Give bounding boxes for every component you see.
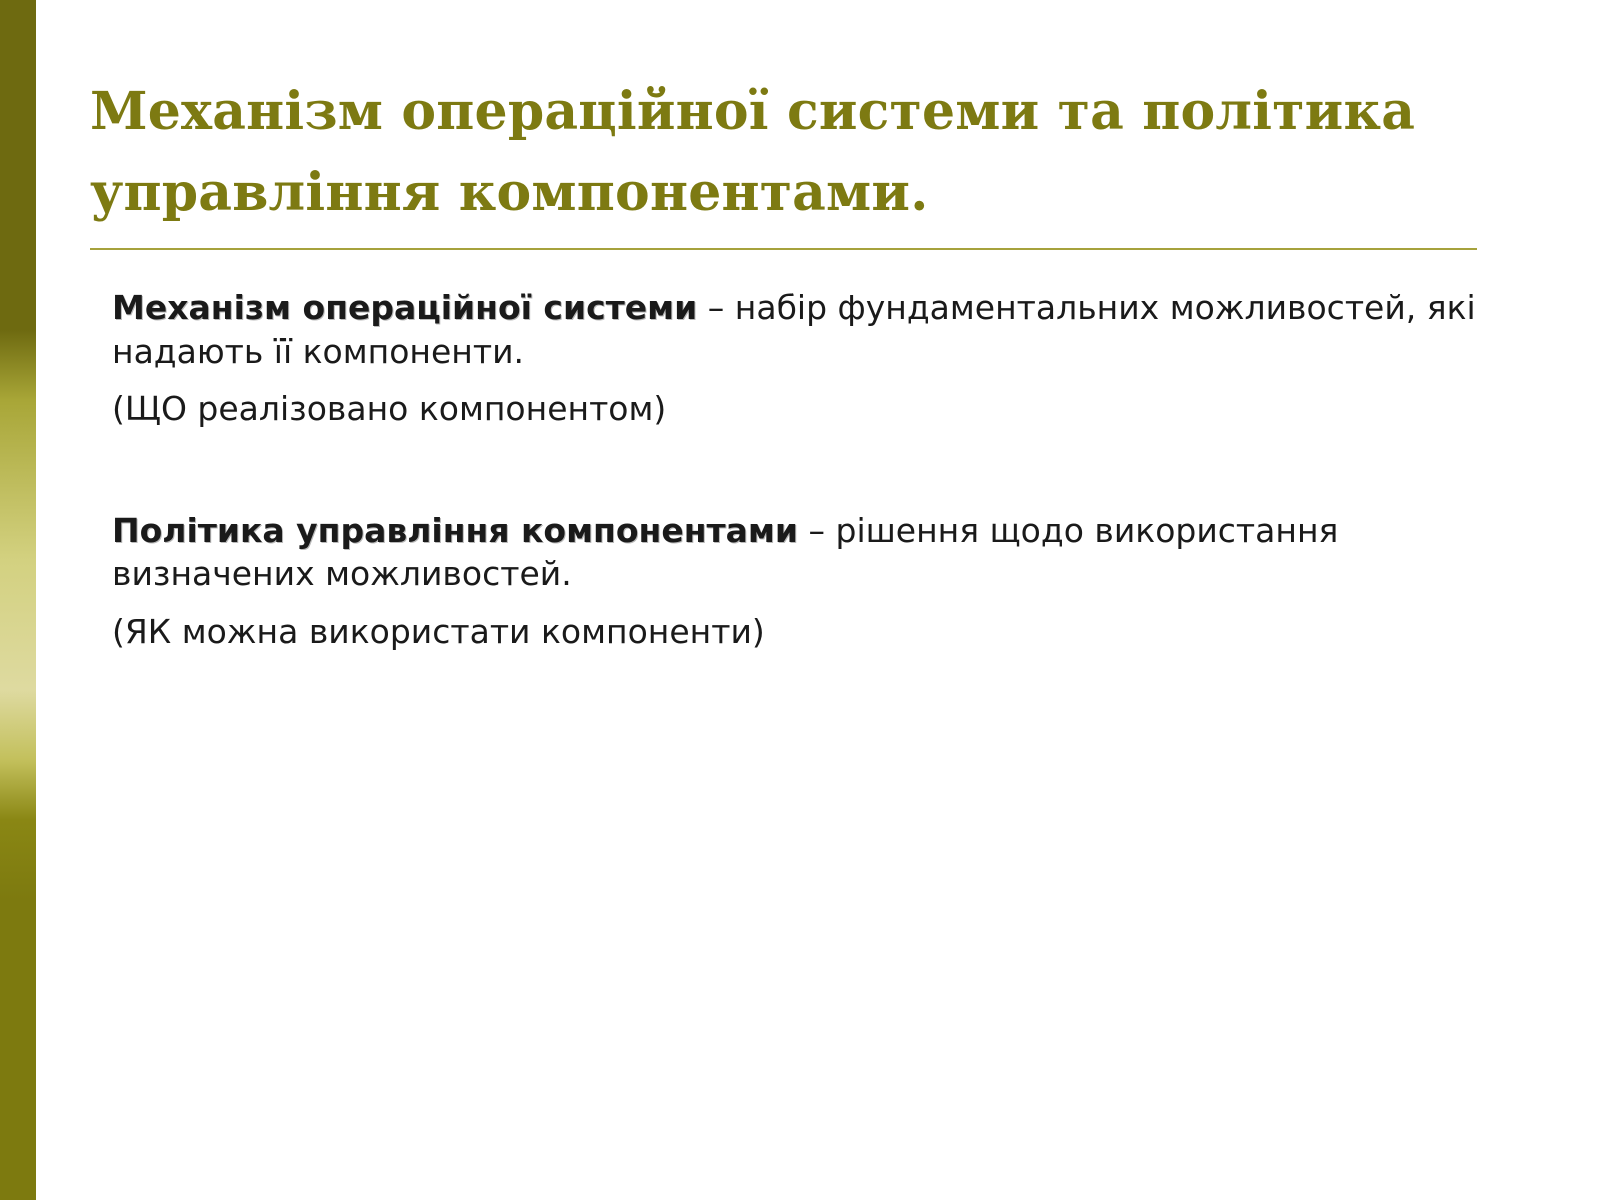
title-block (90, 72, 1500, 233)
definition-note-policy: (ЯК можна використати компоненти) (112, 611, 765, 651)
definition-block-policy (112, 509, 1512, 654)
definition-term-mechanism: Механізм операційної системи (112, 288, 698, 327)
decorative-side-bar (0, 0, 36, 1200)
definition-note-mechanism: (ЩО реалізовано компонентом) (112, 389, 667, 429)
definition-text-policy: – рішення щодо використання визначених можливостей. (112, 510, 1339, 594)
definition-text-mechanism: – набір фундаментальних можливостей, які надають її компоненти. (112, 288, 1476, 371)
definition-block-mechanism (112, 286, 1512, 431)
definition-term-policy: Політика управління компонентами (112, 510, 799, 550)
body-content (112, 286, 1512, 653)
title-divider (90, 248, 1477, 250)
block-spacer (112, 431, 1512, 509)
page-title: Механізм операційної системи та політика управління компонентами. (90, 81, 1416, 223)
